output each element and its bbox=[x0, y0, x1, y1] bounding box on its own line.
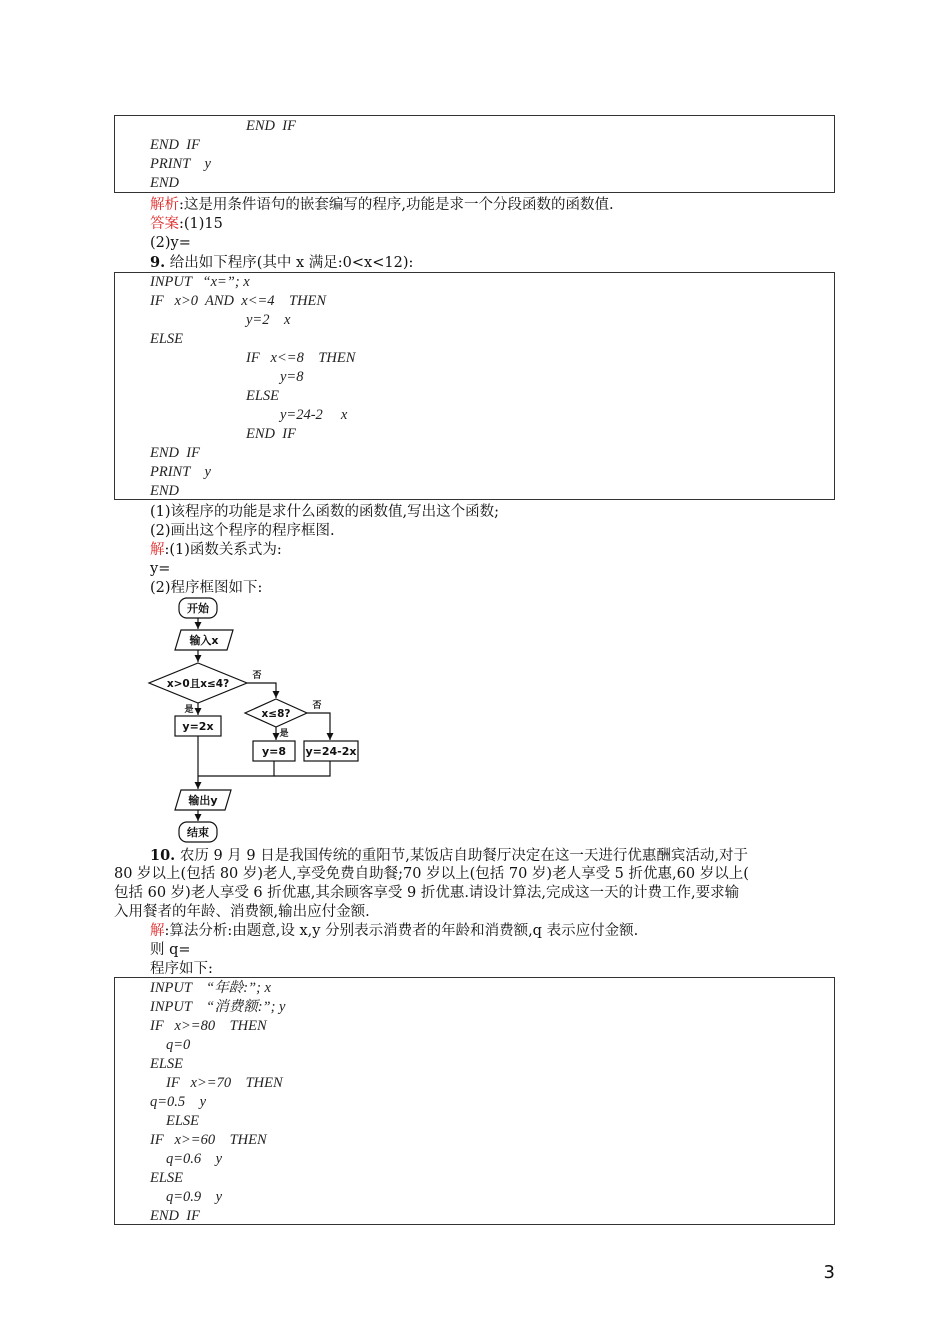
solution-line-2: y= bbox=[150, 561, 171, 577]
code-line: y=24-2 x bbox=[280, 407, 348, 423]
flow-output-label: 输出y bbox=[188, 794, 218, 807]
code-line: ELSE bbox=[150, 1056, 184, 1072]
question-10-line: 80 岁以上(包括 80 岁)老人,享受免费自助餐;70 岁以上(包括 70 岁)老人享受 5 折优惠,60 岁以上( bbox=[114, 866, 749, 882]
answer-label: 答案 bbox=[150, 216, 179, 232]
code-line: IF x>=60 THEN bbox=[150, 1132, 267, 1148]
code-line: PRINT y bbox=[150, 156, 211, 172]
question-10-line: 包括 60 岁)老人享受 6 折优惠,其余顾客享受 9 折优惠.请设计算法,完成这一天的计费工作,要求输 bbox=[114, 885, 740, 901]
code-line: END IF bbox=[150, 137, 200, 153]
code-line: q=0.6 y bbox=[166, 1151, 223, 1167]
code-line: y=8 bbox=[280, 369, 304, 385]
question-text: 农历 9 月 9 日是我国传统的重阳节,某饭店自助餐厅决定在这一天进行优惠酬宾活动,对于 bbox=[175, 848, 748, 864]
analysis-text: :这是用条件语句的嵌套编写的程序,功能是求一个分段函数的函数值. bbox=[179, 197, 614, 213]
answer-line-2: (2)y= bbox=[150, 235, 191, 251]
code-line: IF x>=80 THEN bbox=[150, 1018, 267, 1034]
page-number: 3 bbox=[823, 1262, 835, 1283]
code-line: IF x<=8 THEN bbox=[246, 350, 356, 366]
flow-yes2-label: 是 bbox=[279, 729, 289, 739]
flow-no1-label: 否 bbox=[252, 671, 262, 681]
code-line: y=2 x bbox=[246, 312, 291, 328]
solution-line bbox=[150, 541, 282, 560]
question-text: 给出如下程序(其中 x 满足:0<x<12): bbox=[165, 255, 414, 271]
code-line: ELSE bbox=[150, 331, 184, 347]
question-9 bbox=[150, 253, 413, 273]
analysis-label: 解析 bbox=[150, 197, 179, 213]
answer-text: :(1)15 bbox=[179, 216, 223, 232]
subquestion-2: (2)画出这个程序的程序框图. bbox=[150, 523, 335, 539]
flow-cond2-label: x≤8? bbox=[261, 708, 291, 720]
code-line: q=0.5 y bbox=[150, 1094, 207, 1110]
solution-10-line-2: 则 q= bbox=[150, 942, 191, 958]
code-line: END IF bbox=[150, 1208, 200, 1224]
code-line: ELSE bbox=[246, 388, 280, 404]
code-line: END IF bbox=[150, 445, 200, 461]
code-line: q=0.9 y bbox=[166, 1189, 223, 1205]
code-line: INPUT “消费额:”; y bbox=[150, 999, 286, 1015]
flow-input-label: 输入x bbox=[189, 634, 219, 647]
solution-label: 解 bbox=[150, 542, 165, 558]
flow-cond1-label: x>0且x≤4? bbox=[166, 678, 230, 690]
code-box-1 bbox=[114, 115, 835, 193]
solution-text: :(1)函数关系式为: bbox=[164, 542, 282, 558]
analysis-line bbox=[150, 196, 614, 215]
code-line: INPUT “x=”; x bbox=[150, 274, 250, 290]
subquestion-1: (1)该程序的功能是求什么函数的函数值,写出这个函数; bbox=[150, 504, 500, 520]
solution-10-line bbox=[150, 922, 638, 941]
code-line: ELSE bbox=[166, 1113, 200, 1129]
flow-yes1-label: 是 bbox=[184, 705, 194, 715]
flow-end-label: 结束 bbox=[187, 826, 209, 839]
solution-line-3: (2)程序框图如下: bbox=[150, 580, 263, 596]
question-10-line: 入用餐者的年龄、消费额,输出应付金额. bbox=[114, 904, 370, 920]
flow-start-label: 开始 bbox=[187, 602, 209, 615]
flow-y2x-label: y=2x bbox=[182, 720, 214, 733]
code-line: ELSE bbox=[150, 1170, 184, 1186]
code-line: IF x>=70 THEN bbox=[166, 1075, 283, 1091]
flow-y24-label: y=24-2x bbox=[305, 745, 357, 758]
answer-line bbox=[150, 215, 223, 234]
solution-10-line-3: 程序如下: bbox=[150, 961, 213, 977]
code-line: END IF bbox=[246, 426, 296, 442]
flowchart bbox=[145, 596, 445, 846]
code-line: q=0 bbox=[166, 1037, 191, 1053]
code-line: PRINT y bbox=[150, 464, 211, 480]
question-10 bbox=[150, 846, 748, 866]
solution-text: :算法分析:由题意,设 x,y 分别表示消费者的年龄和消费额,q 表示应付金额. bbox=[164, 923, 639, 939]
code-line: IF x>0 AND x<=4 THEN bbox=[150, 293, 327, 309]
flow-no2-label: 否 bbox=[312, 701, 322, 711]
code-line: END IF bbox=[246, 118, 296, 134]
code-line: END bbox=[150, 483, 179, 499]
question-number: 10. bbox=[150, 847, 176, 864]
code-line: INPUT “年龄:”; x bbox=[150, 980, 271, 996]
solution-label: 解 bbox=[150, 923, 165, 939]
code-line: END bbox=[150, 175, 179, 191]
question-number: 9. bbox=[150, 254, 166, 271]
flow-y8-label: y=8 bbox=[261, 745, 287, 758]
